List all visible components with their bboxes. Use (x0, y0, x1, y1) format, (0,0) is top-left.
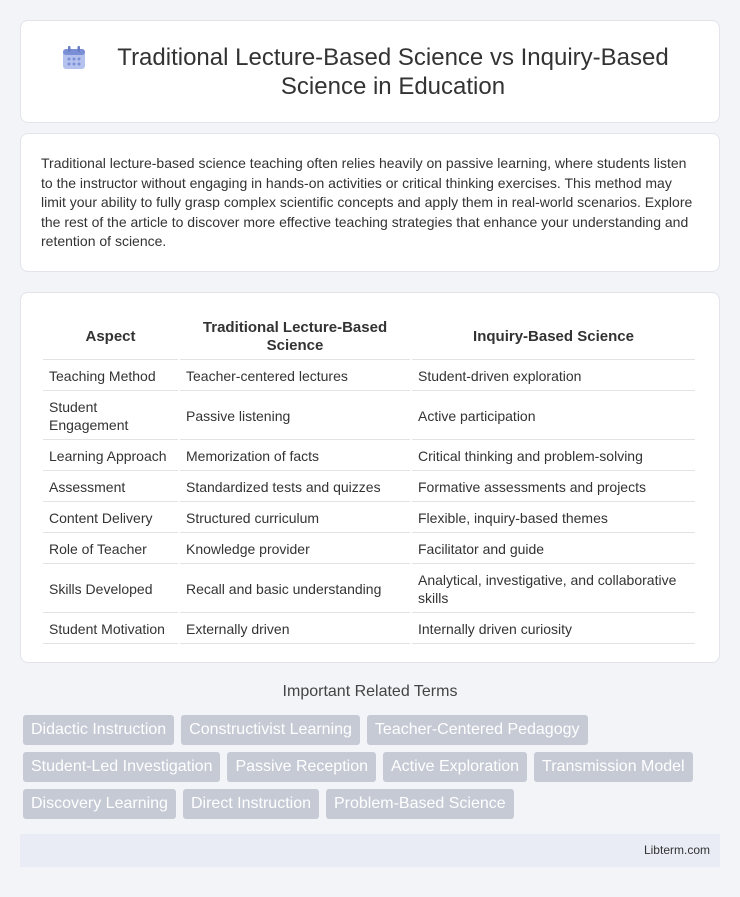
tag-row (23, 789, 703, 819)
table-header-row (43, 315, 695, 360)
table-row (43, 442, 695, 471)
table-row (43, 393, 695, 440)
cell-traditional: Knowledge provider (180, 535, 410, 564)
title-card (20, 20, 720, 123)
cell-inquiry: Critical thinking and problem-solving (412, 442, 695, 471)
cell-aspect: Teaching Method (43, 362, 178, 391)
comparison-table (41, 313, 697, 646)
cell-traditional: Memorization of facts (180, 442, 410, 471)
tag-row (23, 752, 703, 782)
tag-passive-reception[interactable]: Passive Reception (227, 752, 376, 782)
cell-inquiry: Analytical, investigative, and collaborative skills (412, 566, 695, 613)
cell-aspect: Skills Developed (43, 566, 178, 613)
cell-aspect: Assessment (43, 473, 178, 502)
table-row (43, 362, 695, 391)
tag-discovery-learning[interactable]: Discovery Learning (23, 789, 176, 819)
tag-problem-based-science[interactable]: Problem-Based Science (326, 789, 514, 819)
tag-transmission-model[interactable]: Transmission Model (534, 752, 693, 782)
cell-inquiry: Facilitator and guide (412, 535, 695, 564)
footer-site-link[interactable]: Libterm.com (643, 843, 710, 857)
cell-traditional: Teacher-centered lectures (180, 362, 410, 391)
cell-inquiry: Active participation (412, 393, 695, 440)
cell-traditional: Externally driven (180, 615, 410, 644)
table-row (43, 566, 695, 613)
tag-row (23, 715, 703, 745)
comparison-card (20, 292, 720, 663)
tag-active-exploration[interactable]: Active Exploration (383, 752, 527, 782)
page-title: Traditional Lecture-Based Science vs Inquiry-Based Science in Education (117, 43, 669, 100)
related-terms (23, 715, 703, 826)
tag-teacher-centered-pedagogy[interactable]: Teacher-Centered Pedagogy (367, 715, 588, 745)
cell-inquiry: Flexible, inquiry-based themes (412, 504, 695, 533)
table-row (43, 504, 695, 533)
cell-aspect: Learning Approach (43, 442, 178, 471)
calendar-icon (61, 45, 87, 71)
cell-traditional: Recall and basic understanding (180, 566, 410, 613)
cell-traditional: Passive listening (180, 393, 410, 440)
related-terms-title: Important Related Terms (282, 683, 458, 700)
table-row (43, 535, 695, 564)
cell-traditional: Standardized tests and quizzes (180, 473, 410, 502)
cell-aspect: Student Engagement (43, 393, 178, 440)
tag-didactic-instruction[interactable]: Didactic Instruction (23, 715, 174, 745)
footer (20, 834, 720, 867)
cell-aspect: Role of Teacher (43, 535, 178, 564)
intro-card (20, 133, 720, 272)
intro-text: Traditional lecture-based science teaching often relies heavily on passive learning, where students listen to the instructor without engaging in hands-on activities or critical thinking exercises. This method may limit your ability to fully grasp complex scientific concepts and apply them in real-world scenarios. Explore the rest of the article to discover more effective teaching strategies that enhance your understanding and retention of science. (41, 155, 693, 250)
cell-aspect: Student Motivation (43, 615, 178, 644)
title-wrap (21, 43, 719, 101)
header-traditional: Traditional Lecture-Based Science (180, 315, 410, 360)
tag-student-led-investigation[interactable]: Student-Led Investigation (23, 752, 220, 782)
cell-traditional: Structured curriculum (180, 504, 410, 533)
cell-inquiry: Student-driven exploration (412, 362, 695, 391)
tag-constructivist-learning[interactable]: Constructivist Learning (181, 715, 360, 745)
cell-inquiry: Internally driven curiosity (412, 615, 695, 644)
header-aspect: Aspect (43, 315, 178, 360)
cell-aspect: Content Delivery (43, 504, 178, 533)
table-row (43, 473, 695, 502)
header-inquiry: Inquiry-Based Science (412, 315, 695, 360)
tag-direct-instruction[interactable]: Direct Instruction (183, 789, 319, 819)
cell-inquiry: Formative assessments and projects (412, 473, 695, 502)
table-row (43, 615, 695, 644)
